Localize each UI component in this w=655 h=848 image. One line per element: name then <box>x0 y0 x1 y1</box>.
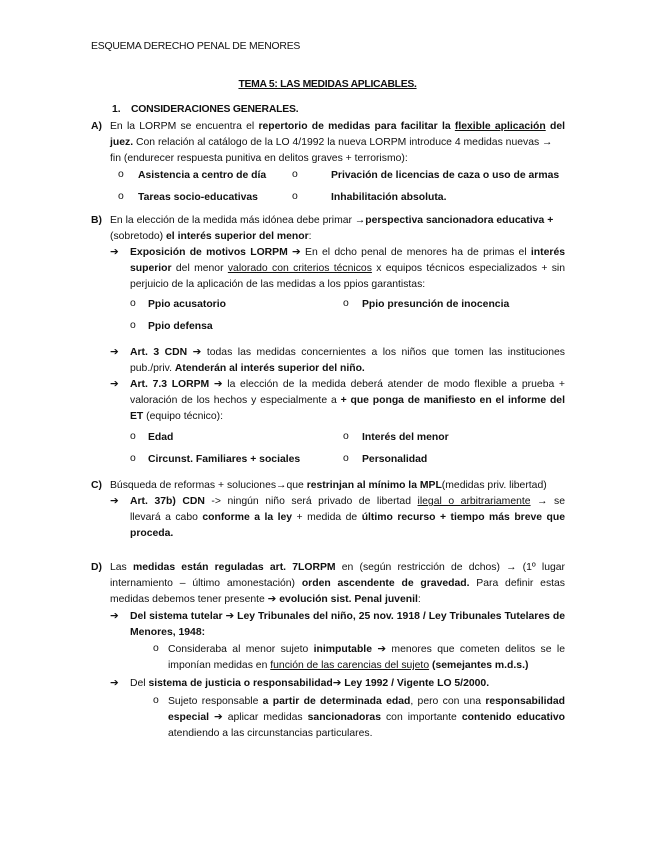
bullet-circle: o <box>130 453 136 464</box>
a-line-1 <box>110 120 565 134</box>
a-underlined: flexible aplicación <box>454 121 546 132</box>
b-art73-line-1 <box>130 378 565 392</box>
tutelar-text: Consideraba al menor sujeto <box>168 644 314 655</box>
especial: especial <box>168 712 210 723</box>
tutelar-label: Del sistema tutelar <box>130 611 223 622</box>
c-bold-3: último recurso + tiempo más breve que <box>361 512 565 523</box>
factor-3: Circunst. Familiares + sociales <box>148 454 301 465</box>
a-bullet-4: Inhabilitación absoluta. <box>331 192 447 203</box>
d-text-3: internamiento – último amonestación) <box>110 578 302 589</box>
a-line-3: fin (endurecer respuesta punitiva en delitos graves + terrorismo): <box>110 153 408 164</box>
b-art73-line-3 <box>130 410 223 424</box>
b-bold: perspectiva sancionadora educativa + <box>365 215 554 226</box>
c-text-2: (medidas priv. libertad) <box>441 480 547 491</box>
art3-text-2: pub./priv. <box>130 363 175 374</box>
a-bold-end: del <box>545 121 565 132</box>
marker-d: D) <box>91 562 102 573</box>
bullet-circle: o <box>343 298 349 309</box>
d-tutelar-line-1 <box>130 610 565 624</box>
d-justicia-detail-1 <box>168 695 565 709</box>
bullet-circle: o <box>292 191 298 202</box>
c-text-3: llevará a cabo <box>130 512 203 523</box>
justicia-text-2: Sujeto responsable <box>168 696 263 707</box>
bullet-circle: o <box>343 431 349 442</box>
justicia-bold: a partir de determinada edad <box>262 696 411 707</box>
b-colon: : <box>308 231 312 242</box>
bullet-circle: o <box>118 169 124 180</box>
art73-text: ➔ la elección de la medida deberá atender de modo flexible a prueba + <box>209 379 565 390</box>
a-text-2: Con relación al catálogo de la LO 4/1992 la nueva LORPM introduce 4 medidas nuevas → <box>133 137 553 148</box>
a-bold: repertorio de medidas para facilitar la <box>258 121 451 132</box>
justicia-text-4: ➔ aplicar medidas <box>209 712 308 723</box>
page-header: ESQUEMA DERECHO PENAL DE MENORES <box>91 41 301 52</box>
bullet-circle: o <box>292 169 298 180</box>
justicia-label: sistema de justicia o responsabilidad <box>148 678 333 689</box>
factor-2: Interés del menor <box>362 432 449 443</box>
c-text: Búsqueda de reformas + soluciones→que <box>110 480 307 491</box>
c-line-1 <box>110 479 547 493</box>
bullet-circle: o <box>153 643 159 654</box>
b-sub-bold: Exposición de motivos LORPM <box>130 247 288 258</box>
arrow-icon: ➔ <box>110 496 119 507</box>
d-tutelar-line-2: Menores, 1948: <box>130 627 206 638</box>
justicia-text-3: , pero con una <box>410 696 486 707</box>
a-juez: juez. <box>110 137 134 148</box>
d-tutelar-detail-2 <box>168 659 528 673</box>
bullet-circle: o <box>343 453 349 464</box>
b-text: En la elección de la medida más idónea debe primar → <box>110 215 366 226</box>
b-text-2: (sobretodo) <box>110 231 167 242</box>
page-title: TEMA 5: LAS MEDIDAS APLICABLES. <box>238 79 417 90</box>
arrow-icon: ➔ <box>110 347 119 358</box>
art73-label: Art. 7.3 LORPM <box>130 379 210 390</box>
bullet-circle: o <box>118 191 124 202</box>
et-label: ET <box>130 411 144 422</box>
c-bold-2: conforme a la ley <box>202 512 293 523</box>
b-superior: superior <box>130 263 172 274</box>
arrow-icon: ➔ <box>110 247 119 258</box>
d-colon: : <box>417 594 421 605</box>
tutelar-laws: Ley Tribunales del niño, 25 nov. 1918 / Ley Tribunales Tutelares de <box>237 611 565 622</box>
c-text-4: + medida de <box>292 512 362 523</box>
d-bold: medidas están reguladas art. 7LORPM <box>132 562 336 573</box>
d-bold-2: orden ascendente de gravedad. <box>301 578 470 589</box>
b-art3-line-2 <box>130 362 365 376</box>
b-line-1 <box>110 214 553 228</box>
d-text-4: Para definir estas <box>469 578 565 589</box>
art37-label: Art. 37b) CDN <box>130 496 205 507</box>
inimputable: inimputable <box>313 644 372 655</box>
justicia-laws: ➔ Ley 1992 / Vigente LO 5/2000. <box>332 678 490 689</box>
marker-c: C) <box>91 480 102 491</box>
d-line-3 <box>110 593 421 607</box>
marker-a: A) <box>91 121 102 132</box>
art3-bold: Atenderán al interés superior del niño. <box>174 363 365 374</box>
b-sub-line-2 <box>130 262 565 276</box>
bullet-circle: o <box>153 695 159 706</box>
section-number: 1. <box>112 104 121 115</box>
tutelar-bold: (semejantes m.d.s.) <box>429 660 529 671</box>
tutelar-text-3: imponían medidas en <box>168 660 271 671</box>
b-sub-bold-2: interés <box>530 247 565 258</box>
d-line-2 <box>110 577 565 591</box>
a-line-2 <box>110 136 552 150</box>
d-justicia-detail-3: atendiendo a las circunstancias particulares. <box>168 728 373 739</box>
ppio-2: Ppio presunción de inocencia <box>362 299 510 310</box>
d-text-5: medidas debemos tener presente ➔ <box>110 594 280 605</box>
a-bullet-3: Tareas socio-educativas <box>138 192 258 203</box>
c-sub-line-3: proceda. <box>130 528 174 539</box>
b-art3-line-1 <box>130 346 565 360</box>
d-justicia-detail-2 <box>168 711 565 725</box>
b-sub-line-1 <box>130 246 565 260</box>
justicia-text: Del <box>130 678 149 689</box>
d-text: Las <box>110 562 133 573</box>
tutelar-underlined: función de las carencias del sujeto <box>270 660 430 671</box>
tutelar-arrow: ➔ <box>222 611 238 622</box>
bullet-circle: o <box>130 320 136 331</box>
section-heading: CONSIDERACIONES GENERALES. <box>131 104 299 115</box>
d-tutelar-detail-1 <box>168 643 565 657</box>
arrow-icon: ➔ <box>110 611 119 622</box>
art37-end: → se <box>530 496 566 507</box>
marker-b: B) <box>91 215 102 226</box>
ppio-1: Ppio acusatorio <box>148 299 226 310</box>
bullet-circle: o <box>130 431 136 442</box>
d-line-1 <box>110 561 565 575</box>
tutelar-text-2: ➔ menores que cometen delitos se le <box>371 644 565 655</box>
art37-underlined: ilegal o arbitrariamente <box>417 496 531 507</box>
factor-1: Edad <box>148 432 174 443</box>
a-bullet-1: Asistencia a centro de día <box>138 170 267 181</box>
contenido-educativo: contenido educativo <box>461 712 566 723</box>
art3-label: Art. 3 CDN <box>130 347 188 358</box>
art37-text: -> ningún niño será privado de libertad <box>204 496 418 507</box>
a-bullet-2: Privación de licencias de caza o uso de armas <box>331 170 560 181</box>
b-text-3: del menor <box>171 263 228 274</box>
b-art73-line-2 <box>130 394 565 408</box>
d-bold-3: evolución sist. Penal juvenil <box>279 594 418 605</box>
ppio-3: Ppio defensa <box>148 321 213 332</box>
art73-bold: + que ponga de manifiesto en el informe del <box>340 395 565 406</box>
b-underlined: valorado con criterios técnicos <box>227 263 372 274</box>
b-sub-line-3: perjuicio de la aplicación de las medidas a los ppios garantistas: <box>130 279 426 290</box>
sancionadoras: sancionadoras <box>307 712 381 723</box>
arrow-icon: ➔ <box>110 379 119 390</box>
justicia-bold-2: responsabilidad <box>485 696 565 707</box>
b-text-4: x equipos técnicos especializados + sin <box>371 263 565 274</box>
d-text-2: en (según restricción de dchos) → (1º lugar <box>335 562 566 573</box>
b-sub-text: ➔ En el dcho penal de menores ha de primas el <box>287 247 531 258</box>
art3-text: ➔ todas las medidas concernientes a los niños que tomen las instituciones <box>187 347 565 358</box>
d-justicia-line <box>130 677 489 691</box>
art73-text-2: valoración de los hechos y especialmente a <box>130 395 341 406</box>
et-text: (equipo técnico): <box>143 411 223 422</box>
justicia-text-5: con importante <box>380 712 462 723</box>
factor-4: Personalidad <box>362 454 428 465</box>
c-sub-line-2 <box>130 511 565 525</box>
c-bold: restrinjan al mínimo la MPL <box>306 480 442 491</box>
b-line-2 <box>110 230 312 244</box>
bullet-circle: o <box>130 298 136 309</box>
arrow-icon: ➔ <box>110 678 119 689</box>
c-sub-line-1 <box>130 495 565 509</box>
a-text: En la LORPM se encuentra el <box>110 121 259 132</box>
b-bold-2: el interés superior del menor <box>166 231 309 242</box>
